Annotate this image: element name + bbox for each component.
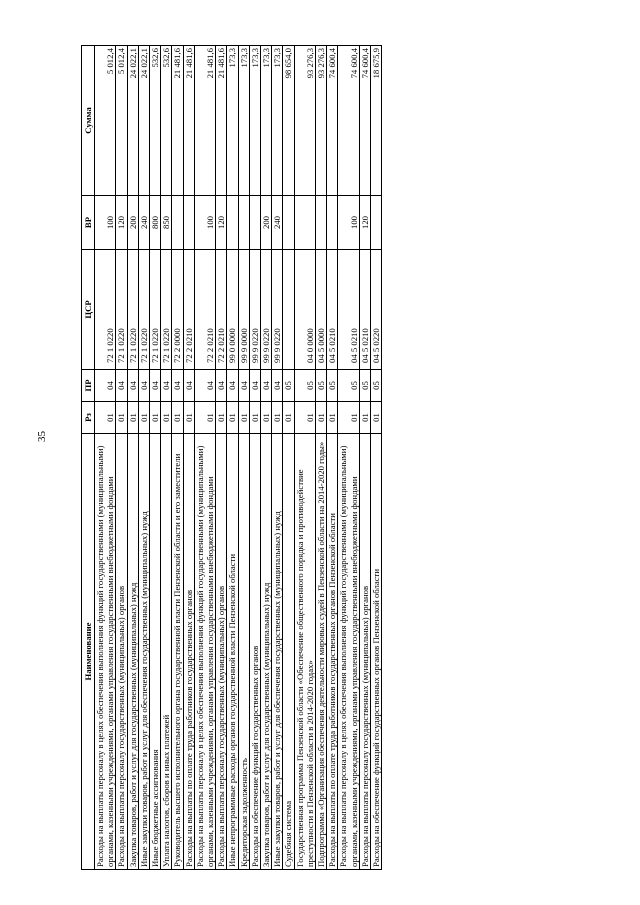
cell-vr: 100 bbox=[95, 196, 116, 250]
header-sum: Сумма bbox=[82, 46, 95, 196]
cell-pr: 04 bbox=[238, 370, 249, 402]
cell-pr: 05 bbox=[327, 370, 338, 402]
budget-table bbox=[81, 45, 382, 870]
cell-sum: 173,3 bbox=[261, 46, 272, 196]
cell-sum: 98 654,0 bbox=[283, 46, 294, 196]
cell-name: Расходы на выплаты по оплате труда работников государственных органов Пензенской области bbox=[327, 434, 338, 870]
cell-name: Руководитель высшего исполнительного органа государственной власти Пензенской области и его заместители bbox=[172, 434, 183, 870]
cell-vr: 120 bbox=[359, 196, 370, 250]
cell-vr: 200 bbox=[261, 196, 272, 250]
table-header bbox=[82, 46, 95, 870]
cell-name: Расходы на выплаты персоналу государственных (муниципальных) органов bbox=[216, 434, 227, 870]
cell-sum: 74 600,4 bbox=[359, 46, 370, 196]
cell-sum: 532,6 bbox=[150, 46, 161, 196]
cell-csr: 72 1 0220 bbox=[150, 250, 161, 370]
cell-sum: 532,6 bbox=[161, 46, 172, 196]
table-row bbox=[150, 46, 161, 870]
table-row bbox=[127, 46, 138, 870]
cell-csr: 04 5 0210 bbox=[338, 250, 359, 370]
cell-rz: 01 bbox=[338, 402, 359, 434]
cell-rz: 01 bbox=[183, 402, 194, 434]
cell-pr: 04 bbox=[216, 370, 227, 402]
table-row bbox=[172, 46, 183, 870]
cell-sum: 21 481,6 bbox=[216, 46, 227, 196]
cell-csr: 72 2 0210 bbox=[216, 250, 227, 370]
cell-pr: 04 bbox=[272, 370, 283, 402]
cell-sum: 5 012,4 bbox=[95, 46, 116, 196]
cell-vr bbox=[238, 196, 249, 250]
cell-vr: 850 bbox=[161, 196, 172, 250]
cell-pr: 04 bbox=[227, 370, 238, 402]
table-row bbox=[238, 46, 249, 870]
cell-sum: 5 012,4 bbox=[116, 46, 127, 196]
cell-csr: 04 5 0220 bbox=[371, 250, 382, 370]
cell-rz: 01 bbox=[227, 402, 238, 434]
page-number: 35 bbox=[36, 431, 48, 442]
cell-csr: 99 9 0220 bbox=[261, 250, 272, 370]
cell-pr: 04 bbox=[138, 370, 149, 402]
cell-rz: 01 bbox=[359, 402, 370, 434]
table-row bbox=[95, 46, 116, 870]
cell-name: Подпрограмма «Организация обеспечения деятельности мировых судей в Пензенской области на 2014-2020 годы» bbox=[316, 434, 327, 870]
cell-vr bbox=[227, 196, 238, 250]
cell-vr bbox=[172, 196, 183, 250]
cell-rz: 01 bbox=[150, 402, 161, 434]
rotated-table-container bbox=[81, 46, 382, 870]
cell-csr: 99 9 0000 bbox=[238, 250, 249, 370]
cell-pr: 04 bbox=[172, 370, 183, 402]
cell-pr: 05 bbox=[338, 370, 359, 402]
cell-sum: 74 600,4 bbox=[327, 46, 338, 196]
cell-name: Расходы на выплаты персоналу в целях обеспечения выполнения функций государственными (муниципальными) органами, казенными учреждениями, органами управления государственными внебюджетными фондами bbox=[95, 434, 116, 870]
table-row bbox=[216, 46, 227, 870]
cell-pr: 04 bbox=[261, 370, 272, 402]
cell-name: Закупка товаров, работ и услуг для государственных (муниципальных) нужд bbox=[127, 434, 138, 870]
header-pr: ПР bbox=[82, 370, 95, 402]
cell-sum: 18 675,9 bbox=[371, 46, 382, 196]
cell-rz: 01 bbox=[249, 402, 260, 434]
table-row bbox=[194, 46, 215, 870]
cell-sum: 93 276,3 bbox=[316, 46, 327, 196]
cell-rz: 01 bbox=[327, 402, 338, 434]
cell-pr: 04 bbox=[95, 370, 116, 402]
cell-sum: 24 022,1 bbox=[127, 46, 138, 196]
cell-vr bbox=[294, 196, 315, 250]
cell-vr: 240 bbox=[272, 196, 283, 250]
table-row bbox=[316, 46, 327, 870]
cell-rz: 01 bbox=[294, 402, 315, 434]
table-body bbox=[95, 46, 382, 870]
cell-csr: 72 2 0210 bbox=[183, 250, 194, 370]
cell-rz: 01 bbox=[272, 402, 283, 434]
header-csr: ЦСР bbox=[82, 250, 95, 370]
cell-csr: 04 0 0000 bbox=[294, 250, 315, 370]
cell-csr: 72 2 0210 bbox=[194, 250, 215, 370]
header-vr: ВР bbox=[82, 196, 95, 250]
cell-name: Иные непрограммные расходы органов государственной власти Пензенской области bbox=[227, 434, 238, 870]
cell-name: Иные закупки товаров, работ и услуг для обеспечения государственных (муниципальных) нужд bbox=[272, 434, 283, 870]
table-row bbox=[283, 46, 294, 870]
cell-rz: 01 bbox=[261, 402, 272, 434]
cell-csr: 72 1 0220 bbox=[161, 250, 172, 370]
cell-sum: 173,3 bbox=[249, 46, 260, 196]
cell-name: Иные бюджетные ассигнования bbox=[150, 434, 161, 870]
table-row bbox=[138, 46, 149, 870]
cell-vr bbox=[183, 196, 194, 250]
table-row bbox=[327, 46, 338, 870]
cell-name: Кредиторская задолженность bbox=[238, 434, 249, 870]
cell-rz: 01 bbox=[127, 402, 138, 434]
cell-pr: 04 bbox=[150, 370, 161, 402]
cell-sum: 21 481,6 bbox=[172, 46, 183, 196]
cell-csr: 99 9 0220 bbox=[272, 250, 283, 370]
cell-name: Расходы на обеспечение функций государственных органов Пензенской области bbox=[371, 434, 382, 870]
cell-name: Расходы на выплаты персоналу государственных (муниципальных) органов bbox=[359, 434, 370, 870]
cell-rz: 01 bbox=[238, 402, 249, 434]
table-row bbox=[261, 46, 272, 870]
cell-vr bbox=[316, 196, 327, 250]
cell-csr: 99 0 0000 bbox=[227, 250, 238, 370]
cell-vr: 100 bbox=[338, 196, 359, 250]
cell-rz: 01 bbox=[172, 402, 183, 434]
cell-vr bbox=[283, 196, 294, 250]
cell-csr: 04 5 0210 bbox=[327, 250, 338, 370]
cell-name: Государственная программа Пензенской области «Обеспечение общественного порядка и противодействие преступности в Пензенской области в 2014-2020 годах» bbox=[294, 434, 315, 870]
table-row bbox=[183, 46, 194, 870]
cell-csr: 72 1 0220 bbox=[138, 250, 149, 370]
cell-sum: 173,3 bbox=[238, 46, 249, 196]
table-row bbox=[227, 46, 238, 870]
cell-rz: 01 bbox=[371, 402, 382, 434]
header-rz: Рз bbox=[82, 402, 95, 434]
cell-name: Расходы на выплаты персоналу государственных (муниципальных) органов bbox=[116, 434, 127, 870]
cell-sum: 24 022,1 bbox=[138, 46, 149, 196]
cell-sum: 173,3 bbox=[272, 46, 283, 196]
cell-csr: 99 9 0220 bbox=[249, 250, 260, 370]
cell-sum: 173,3 bbox=[227, 46, 238, 196]
cell-vr: 120 bbox=[216, 196, 227, 250]
cell-csr bbox=[283, 250, 294, 370]
cell-name: Расходы на обеспечение функций государственных органов bbox=[249, 434, 260, 870]
cell-vr: 120 bbox=[116, 196, 127, 250]
cell-rz: 01 bbox=[116, 402, 127, 434]
cell-pr: 05 bbox=[359, 370, 370, 402]
cell-vr bbox=[249, 196, 260, 250]
cell-name: Расходы на выплаты персоналу в целях обеспечения выполнения функций государственными (муниципальными) органами, казенными учреждениями, органами управления государственными внебюджетными фондами bbox=[194, 434, 215, 870]
cell-pr: 05 bbox=[316, 370, 327, 402]
table-row bbox=[116, 46, 127, 870]
cell-vr bbox=[371, 196, 382, 250]
table-row bbox=[359, 46, 370, 870]
header-name: Наименование bbox=[82, 434, 95, 870]
table-row bbox=[161, 46, 172, 870]
table-row bbox=[249, 46, 260, 870]
cell-name: Судебная система bbox=[283, 434, 294, 870]
cell-sum: 21 481,6 bbox=[183, 46, 194, 196]
cell-rz: 01 bbox=[161, 402, 172, 434]
table-row bbox=[294, 46, 315, 870]
cell-vr: 800 bbox=[150, 196, 161, 250]
cell-vr: 240 bbox=[138, 196, 149, 250]
cell-sum: 74 600,4 bbox=[338, 46, 359, 196]
cell-rz: 01 bbox=[95, 402, 116, 434]
cell-name: Уплата налогов, сборов и иных платежей bbox=[161, 434, 172, 870]
cell-vr: 200 bbox=[127, 196, 138, 250]
cell-csr: 72 1 0220 bbox=[116, 250, 127, 370]
cell-csr: 72 2 0000 bbox=[172, 250, 183, 370]
cell-vr bbox=[327, 196, 338, 250]
table-row bbox=[272, 46, 283, 870]
cell-sum: 21 481,6 bbox=[194, 46, 215, 196]
cell-rz: 01 bbox=[194, 402, 215, 434]
cell-pr: 04 bbox=[161, 370, 172, 402]
cell-pr: 04 bbox=[183, 370, 194, 402]
cell-rz: 01 bbox=[216, 402, 227, 434]
cell-name: Закупка товаров, работ и услуг для государственных (муниципальных) нужд bbox=[261, 434, 272, 870]
cell-pr: 05 bbox=[294, 370, 315, 402]
cell-csr: 72 1 0220 bbox=[95, 250, 116, 370]
cell-rz: 01 bbox=[316, 402, 327, 434]
cell-pr: 05 bbox=[283, 370, 294, 402]
cell-pr: 04 bbox=[127, 370, 138, 402]
cell-pr: 04 bbox=[249, 370, 260, 402]
cell-pr: 04 bbox=[116, 370, 127, 402]
cell-pr: 05 bbox=[371, 370, 382, 402]
table-row bbox=[338, 46, 359, 870]
cell-vr: 100 bbox=[194, 196, 215, 250]
cell-name: Расходы на выплаты персоналу в целях обеспечения выполнения функций государственными (муниципальными) органами, казенными учреждениями, органами управления государственными внебюджетными фондами bbox=[338, 434, 359, 870]
cell-name: Иные закупки товаров, работ и услуг для обеспечения государственных (муниципальных) нужд bbox=[138, 434, 149, 870]
cell-name: Расходы на выплаты по оплате труда работников государственных органов bbox=[183, 434, 194, 870]
cell-sum: 93 276,3 bbox=[294, 46, 315, 196]
cell-pr: 04 bbox=[194, 370, 215, 402]
table-row bbox=[371, 46, 382, 870]
cell-csr: 04 5 0210 bbox=[359, 250, 370, 370]
cell-csr: 04 5 0000 bbox=[316, 250, 327, 370]
cell-rz: 01 bbox=[283, 402, 294, 434]
cell-rz: 01 bbox=[138, 402, 149, 434]
cell-csr: 72 1 0220 bbox=[127, 250, 138, 370]
